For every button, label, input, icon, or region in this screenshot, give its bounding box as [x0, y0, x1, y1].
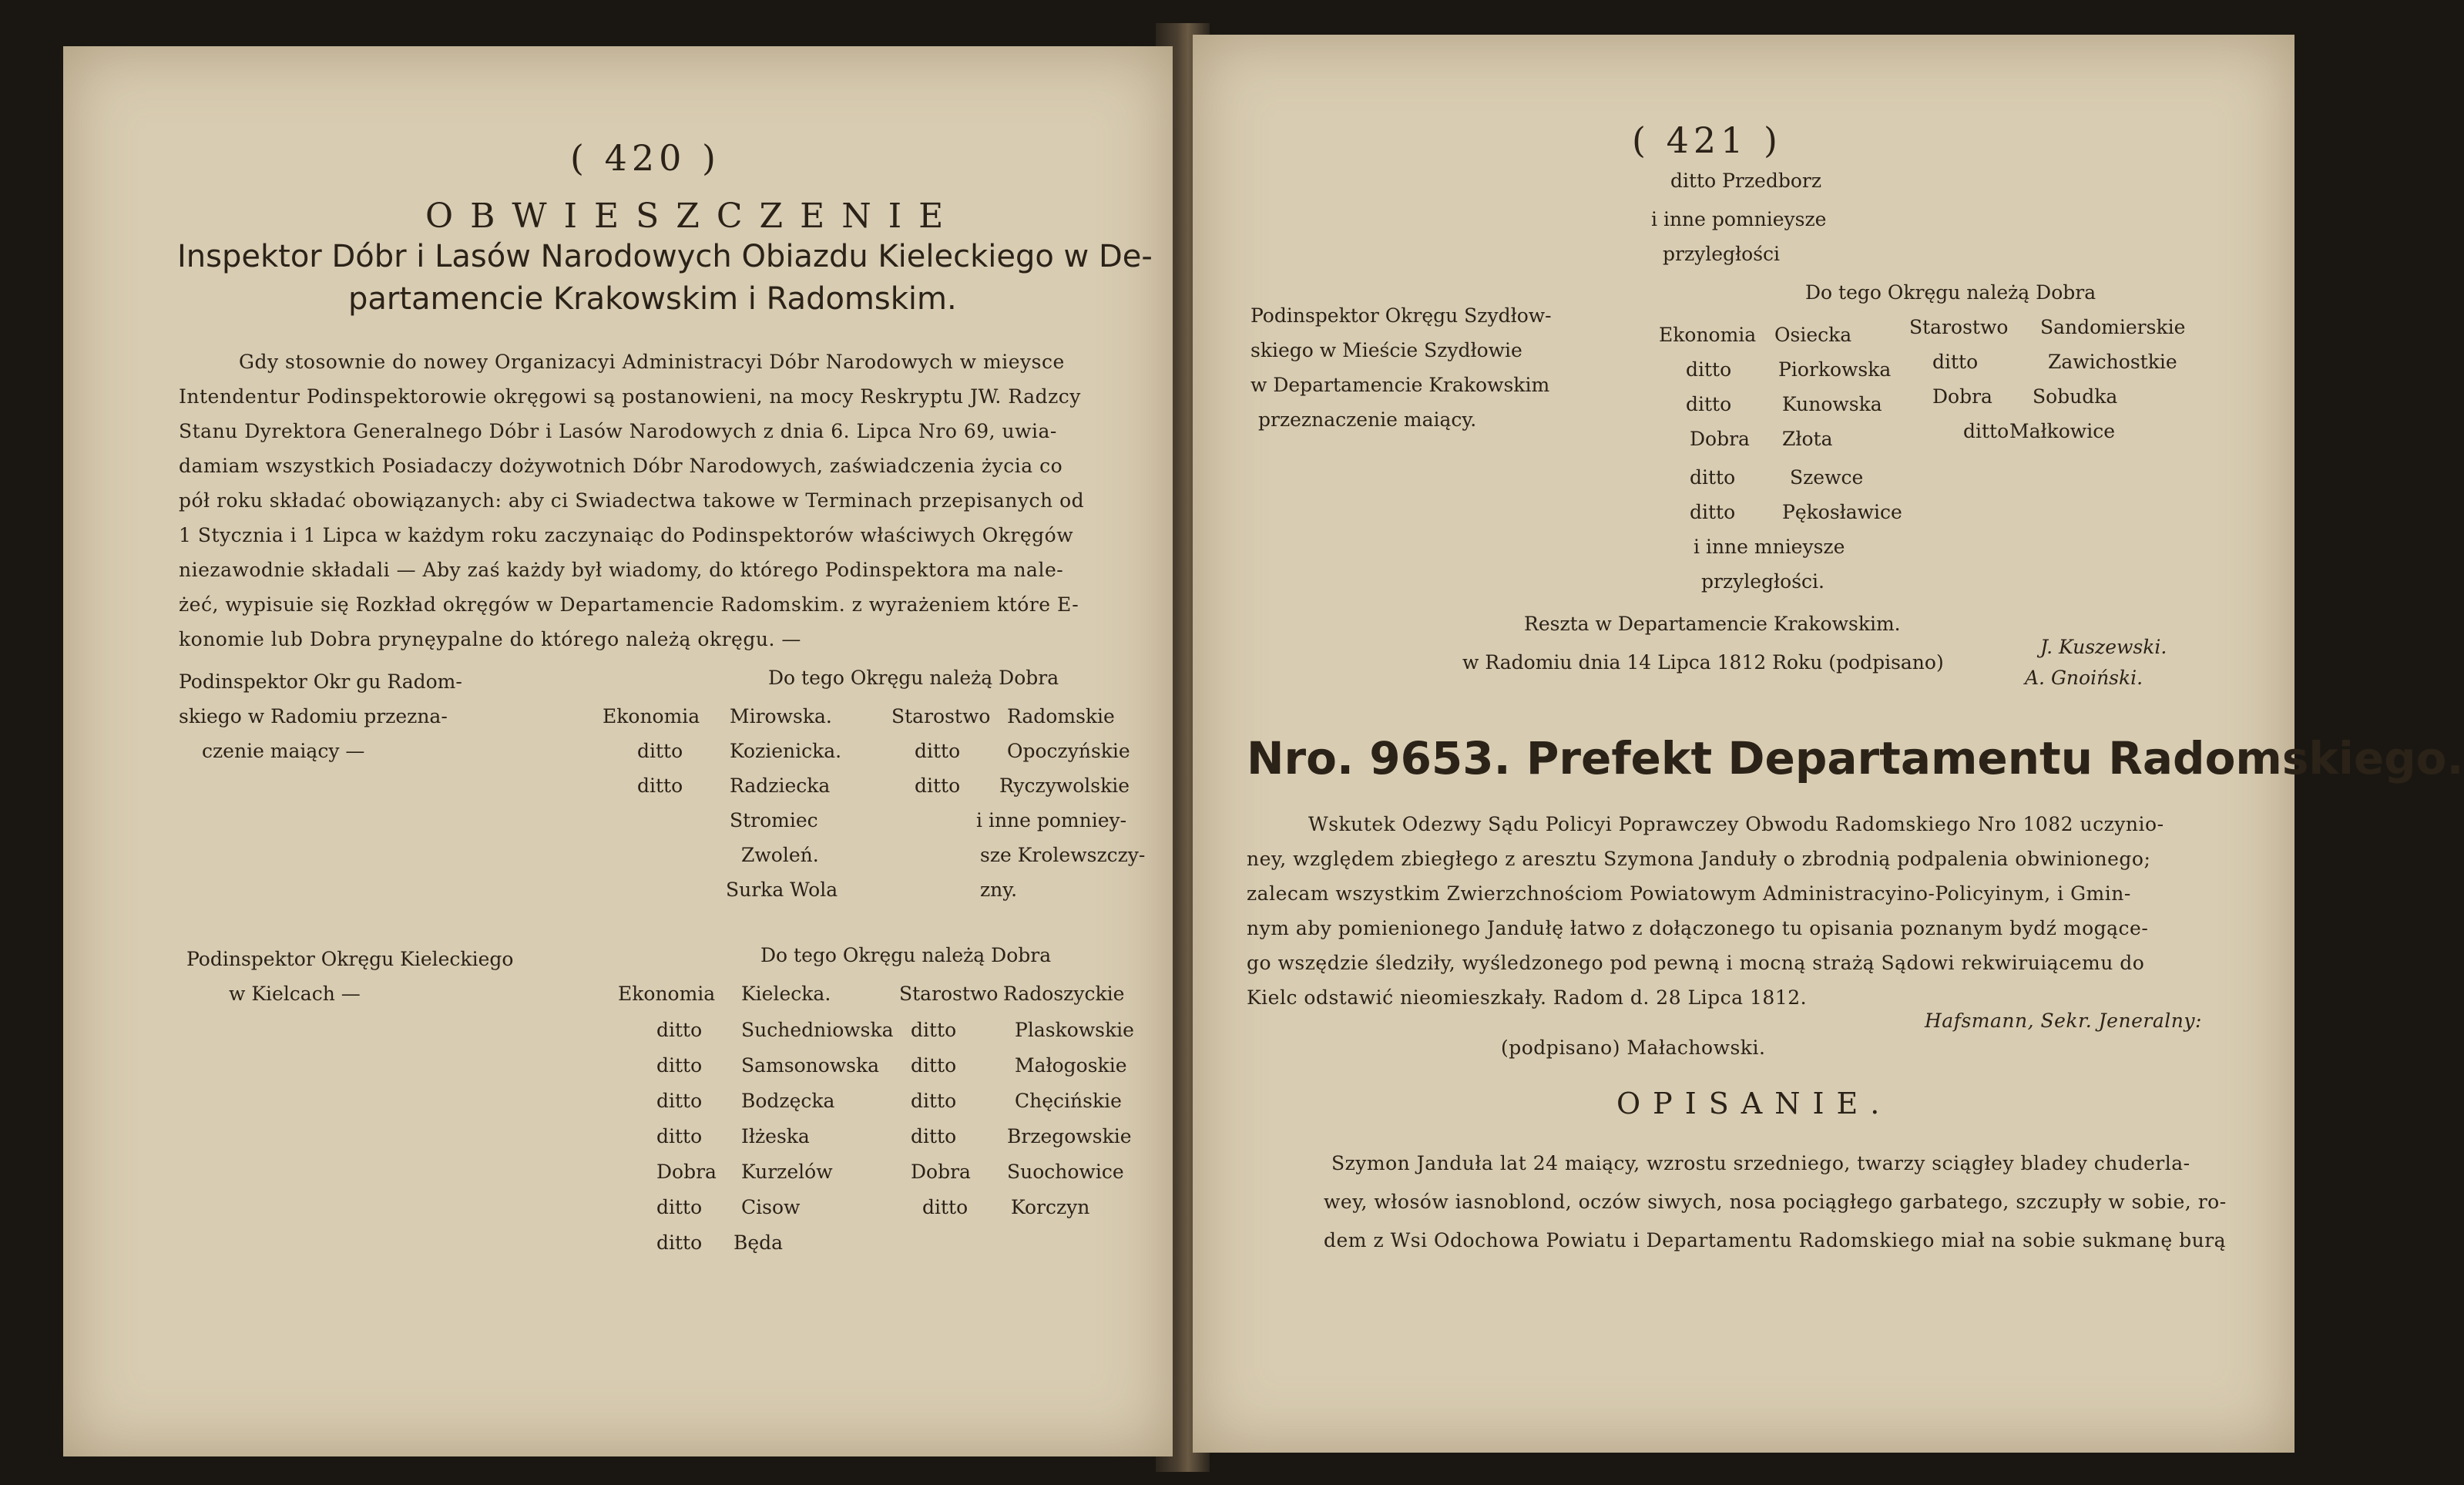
body-line: Wskutek Odezwy Sądu Policyi Poprawczey Obwodu Radomskiego Nro 1082 uczynio-: [1308, 813, 2164, 835]
signature-name: Hafsmann, Sekr. Jeneralny:: [1925, 1010, 2202, 1032]
list-cell: Starostwo: [1909, 316, 2009, 338]
body-line: dem z Wsi Odochowa Powiatu i Departamentu Radomskiego miał na sobie sukmanę burą: [1324, 1229, 2227, 1251]
list-cell: Samsonowska: [741, 1054, 880, 1077]
list-cell: Dobra: [911, 1161, 971, 1183]
body-line: 1 Stycznia i 1 Lipca w każdym roku zaczynaiąc do Podinspektorów właściwych Okręgów: [179, 524, 1074, 546]
list-cell: Dobra: [1932, 385, 1992, 408]
list-cell: Zwoleń.: [741, 844, 819, 866]
list-cell: i inne mnieysze: [1694, 536, 1845, 558]
page-number: ( 420 ): [570, 137, 720, 179]
list-cell: Sobudka: [2033, 385, 2118, 408]
body-line: Szymon Janduła lat 24 maiący, wzrostu srzedniego, twarzy sciągłey bladey chuderla-: [1331, 1152, 2190, 1174]
section-label-line: Podinspektor Okręgu Szydłow-: [1250, 304, 1552, 327]
body-line: Kielc odstawić nieomieszkały. Radom d. 28 Lipca 1812.: [1247, 986, 1808, 1009]
list-cell: Ekonomia: [618, 983, 716, 1005]
list-cell: Radziecka: [730, 774, 831, 797]
list-cell: Korczyn: [1011, 1196, 1090, 1218]
list-cell: Plaskowskie: [1015, 1019, 1134, 1041]
body-line: żeć, wypisuie się Rozkład okręgów w Departamencie Radomskim. z wyrażeniem które E-: [179, 593, 1079, 616]
list-cell: Dobra: [1690, 428, 1750, 450]
list-cell: i inne pomnieysze: [1651, 208, 1827, 230]
section-label-line: w Kielcach —: [229, 983, 361, 1005]
list-cell: Radomskie: [1007, 705, 1115, 727]
list-cell: Dobra: [656, 1161, 717, 1183]
list-cell: ditto: [915, 740, 961, 762]
list-cell: ditto Przedborz: [1670, 170, 1822, 192]
list-cell: Chęcińskie: [1015, 1090, 1122, 1112]
list-cell: ditto: [911, 1054, 957, 1077]
list-cell: ditto: [1690, 501, 1736, 523]
list-cell: Ekonomia: [1659, 324, 1757, 346]
list-cell: Kurzelów: [741, 1161, 833, 1183]
list-cell: Kielecka.: [741, 983, 831, 1005]
notice-subtitle-line: partamencie Krakowskim i Radomskim.: [348, 281, 957, 317]
list-cell: zny.: [980, 879, 1018, 901]
section-label-line: Podinspektor Okr gu Radom-: [179, 670, 462, 693]
notice-heading: OBWIESZCZENIE: [425, 197, 961, 236]
list-cell: ditto: [911, 1019, 957, 1041]
list-cell: Małogoskie: [1015, 1054, 1127, 1077]
body-line: pół roku składać obowiązanych: aby ci Swiadectwa takowe w Terminach przepisanych od: [179, 489, 1085, 512]
notice-headline: Nro. 9653. Prefekt Departamentu Radomskiego.: [1247, 732, 2464, 784]
list-cell: Zawichostkie: [2048, 351, 2177, 373]
left-page: [63, 46, 1173, 1456]
section-label-line: Podinspektor Okręgu Kieleckiego: [186, 948, 514, 970]
list-cell: ditto: [656, 1054, 703, 1077]
list-cell: Opoczyńskie: [1007, 740, 1130, 762]
signature-name: (podpisano) Małachowski.: [1501, 1036, 1766, 1059]
body-line: go wszędzie śledziły, wyśledzonego pod pewną i mocną strażą Sądowi rekwiruiącemu do: [1247, 952, 2145, 974]
signature-name: A. Gnoiński.: [2025, 667, 2143, 689]
body-line: Stanu Dyrektora Generalnego Dóbr i Lasów Narodowych z dnia 6. Lipca Nro 69, uwia-: [179, 420, 1057, 442]
list-cell: Iłżeska: [741, 1125, 810, 1147]
list-cell: ditto: [911, 1090, 957, 1112]
list-cell: Piorkowska: [1778, 358, 1892, 381]
list-cell: Szewce: [1790, 466, 1864, 489]
section-label-line: czenie maiący —: [202, 740, 365, 762]
list-cell: Suchedniowska: [741, 1019, 894, 1041]
list-cell: Radoszyckie: [1003, 983, 1125, 1005]
list-cell: Suochowice: [1007, 1161, 1124, 1183]
list-cell: ditto: [1932, 351, 1979, 373]
section-label-line: skiego w Mieście Szydłowie: [1250, 339, 1522, 361]
list-cell: i inne pomniey-: [976, 809, 1127, 832]
body-line: konomie lub Dobra prynęypalne do którego należą okręgu. —: [179, 628, 801, 650]
list-cell: Kunowska: [1782, 393, 1882, 415]
body-line: zalecam wszystkim Zwierzchnościom Powiatowym Administracyino-Policyinym, i Gmin-: [1247, 882, 2131, 905]
notice-subtitle-line: Inspektor Dóbr i Lasów Narodowych Obiazdu Kieleckiego w De-: [177, 239, 1153, 274]
list-cell: Starostwo: [899, 983, 999, 1005]
list-cell: Ekonomia: [603, 705, 700, 727]
section-header: Do tego Okręgu należą Dobra: [768, 667, 1059, 689]
list-cell: Stromiec: [730, 809, 818, 832]
list-cell: ditto: [1686, 358, 1732, 381]
list-cell: Ryczywolskie: [999, 774, 1130, 797]
body-line: niezawodnie składali — Aby zaś każdy był wiadomy, do którego Podinspektora ma nale-: [179, 559, 1064, 581]
section-label-line: w Departamencie Krakowskim: [1250, 374, 1550, 396]
list-cell: ditto: [637, 740, 683, 762]
list-cell: ditto: [911, 1125, 957, 1147]
list-cell: Kozienicka.: [730, 740, 842, 762]
section-label-line: skiego w Radomiu przezna-: [179, 705, 448, 727]
list-cell: Surka Wola: [726, 879, 838, 901]
section-label-line: przeznaczenie maiący.: [1258, 408, 1477, 431]
section-heading: OPISANIE.: [1616, 1087, 1892, 1120]
list-cell: ditto: [1690, 466, 1736, 489]
list-cell: Mirowska.: [730, 705, 832, 727]
list-cell: ditto: [1963, 420, 2009, 442]
body-line: Gdy stosownie do nowey Organizacyi Administracyi Dóbr Narodowych w mieysce: [239, 351, 1065, 373]
list-cell: ditto: [656, 1125, 703, 1147]
body-line: wey, włosów iasnoblond, oczów siwych, nosa pociągłego garbatego, szczupły w sobie, ro-: [1324, 1191, 2227, 1213]
list-cell: Małkowice: [2009, 420, 2115, 442]
body-line: damiam wszystkich Posiadaczy dożywotnich Dóbr Narodowych, zaświadczenia życia co: [179, 455, 1063, 477]
list-cell: ditto: [637, 774, 683, 797]
body-line: w Radomiu dnia 14 Lipca 1812 Roku (podpisano): [1462, 651, 1944, 674]
list-cell: Złota: [1782, 428, 1833, 450]
list-cell: ditto: [656, 1196, 703, 1218]
list-cell: ditto: [656, 1231, 703, 1254]
list-cell: ditto: [1686, 393, 1732, 415]
list-cell: ditto: [656, 1090, 703, 1112]
list-cell: Cisow: [741, 1196, 801, 1218]
body-line: Reszta w Departamencie Krakowskim.: [1524, 613, 1901, 635]
list-cell: Bodzęcka: [741, 1090, 835, 1112]
body-line: nym aby pomienionego Jandułę łatwo z dołączonego tu opisania poznanym bydź mogące-: [1247, 917, 2149, 939]
list-cell: przyległości.: [1701, 570, 1825, 593]
list-cell: ditto: [656, 1019, 703, 1041]
list-cell: ditto: [915, 774, 961, 797]
signature-name: J. Kuszewski.: [2040, 636, 2167, 658]
list-cell: sze Krolewszczy-: [980, 844, 1146, 866]
section-header: Do tego Okręgu należą Dobra: [760, 944, 1052, 966]
list-cell: Sandomierskie: [2040, 316, 2186, 338]
list-cell: przyległości: [1663, 243, 1781, 265]
body-line: Intendentur Podinspektorowie okręgowi są postanowieni, na mocy Reskryptu JW. Radzcy: [179, 385, 1081, 408]
list-cell: Osiecka: [1774, 324, 1852, 346]
body-line: ney, względem zbiegłego z aresztu Szymona Janduły o zbrodnią podpalenia obwinionego;: [1247, 848, 2151, 870]
list-cell: ditto: [922, 1196, 968, 1218]
list-cell: Pękosławice: [1782, 501, 1902, 523]
page-number: ( 421 ): [1632, 119, 1782, 161]
list-cell: Starostwo: [891, 705, 991, 727]
right-page: [1193, 35, 2464, 1453]
list-cell: Będa: [733, 1231, 784, 1254]
list-cell: Brzegowskie: [1007, 1125, 1132, 1147]
section-header: Do tego Okręgu należą Dobra: [1805, 281, 2096, 304]
